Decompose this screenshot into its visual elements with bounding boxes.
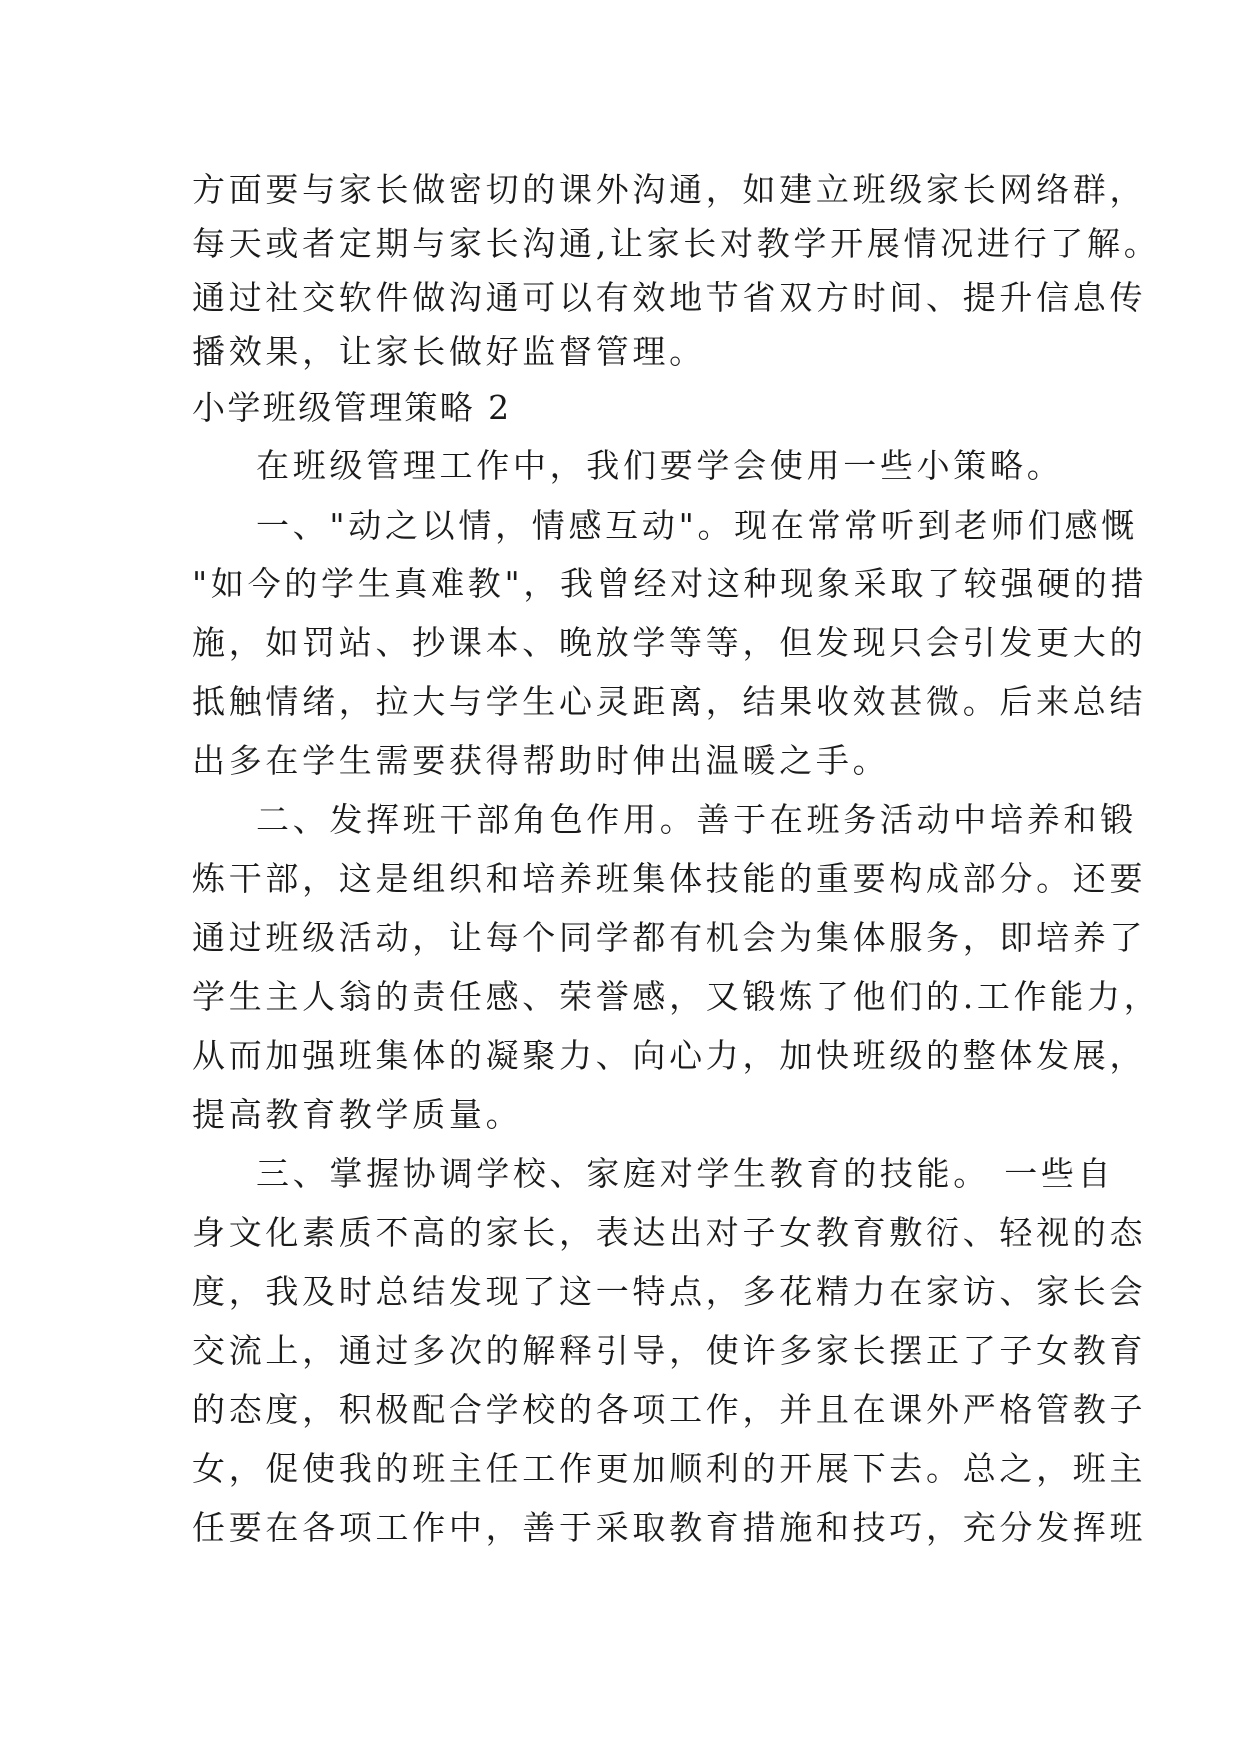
paragraph-line: 学生主人翁的责任感、荣誉感，又锻炼了他们的.工作能力，	[192, 977, 1161, 1016]
paragraph-line: 任要在各项工作中，善于采取教育措施和技巧，充分发挥班	[192, 1508, 1147, 1547]
paragraph-line: 提高教育教学质量。	[192, 1095, 523, 1134]
paragraph-line: "如今的学生真难教"，我曾经对这种现象采取了较强硬的措	[192, 564, 1148, 603]
paragraph-line: 度，我及时总结发现了这一特点，多花精力在家访、家长会	[192, 1272, 1147, 1311]
paragraph-line: 一、"动之以情，情感互动"。现在常常听到老师们感慨	[256, 506, 1138, 545]
paragraph-line: 三、掌握协调学校、家庭对学生教育的技能。 一些自	[256, 1154, 1115, 1193]
section-heading: 小学班级管理策略 2	[192, 388, 512, 427]
paragraph-line: 的态度，积极配合学校的各项工作，并且在课外严格管教子	[192, 1390, 1147, 1429]
paragraph-line: 交流上，通过多次的解释引导，使许多家长摆正了子女教育	[192, 1331, 1147, 1370]
paragraph-line: 出多在学生需要获得帮助时伸出温暖之手。	[192, 741, 890, 780]
paragraph-line: 播效果，让家长做好监督管理。	[192, 332, 706, 371]
paragraph-line: 女，促使我的班主任工作更加顺利的开展下去。总之，班主	[192, 1449, 1147, 1488]
paragraph-line: 通过社交软件做沟通可以有效地节省双方时间、提升信息传	[192, 278, 1147, 317]
paragraph-line: 通过班级活动，让每个同学都有机会为集体服务，即培养了	[192, 918, 1147, 957]
paragraph-line: 身文化素质不高的家长，表达出对子女教育敷衍、轻视的态	[192, 1213, 1147, 1252]
paragraph-line: 方面要与家长做密切的课外沟通，如建立班级家长网络群，	[192, 170, 1147, 209]
paragraph-line: 每天或者定期与家长沟通,让家长对教学开展情况进行了解。	[192, 224, 1161, 263]
paragraph-line: 从而加强班集体的凝聚力、向心力，加快班级的整体发展，	[192, 1036, 1147, 1075]
paragraph-line: 炼干部，这是组织和培养班集体技能的重要构成部分。还要	[192, 859, 1147, 898]
paragraph-line: 在班级管理工作中，我们要学会使用一些小策略。	[256, 446, 1064, 485]
paragraph-line: 抵触情绪，拉大与学生心灵距离，结果收效甚微。后来总结	[192, 682, 1147, 721]
paragraph-line: 施，如罚站、抄课本、晚放学等等，但发现只会引发更大的	[192, 623, 1147, 662]
paragraph-line: 二、发挥班干部角色作用。善于在班务活动中培养和锻	[256, 800, 1137, 839]
